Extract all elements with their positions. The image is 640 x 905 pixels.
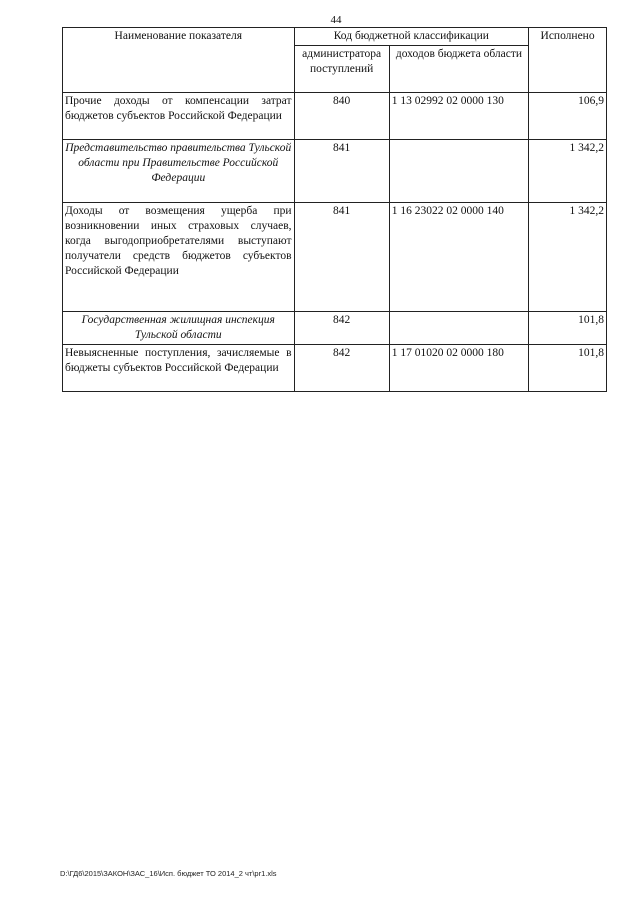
row-admin-code: 841 (294, 203, 389, 312)
header-administrator: администратора поступлений (294, 46, 389, 93)
budget-table (62, 27, 607, 392)
row-admin-code: 841 (294, 140, 389, 203)
row-admin-code: 842 (294, 345, 389, 392)
footer-file-path: D:\ГД6\2015\ЗАКОН\ЗАС_16\Исп. бюджет ТО 2014_2 чт\pr1.xls (60, 869, 277, 878)
page-number: 44 (330, 14, 342, 26)
row-value: 1 342,2 (529, 203, 607, 312)
header-name: Наименование показателя (63, 28, 295, 93)
row-value: 106,9 (529, 93, 607, 140)
row-income-code: 1 13 02992 02 0000 130 (389, 93, 528, 140)
table-row (63, 203, 607, 312)
row-name: Прочие доходы от компенсации затрат бюджетов субъектов Российской Федерации (63, 93, 295, 140)
row-name: Государственная жилищная инспекция Тульской области (63, 312, 295, 345)
row-income-code (389, 140, 528, 203)
table-row (63, 140, 607, 203)
table-row (63, 345, 607, 392)
header-row-1 (63, 28, 607, 46)
row-value: 101,8 (529, 345, 607, 392)
row-name: Доходы от возмещения ущерба при возникновении иных страховых случаев, когда выгодоприобретателями выступают получатели средств бюджетов субъектов Российской Федерации (63, 203, 295, 312)
row-value: 101,8 (529, 312, 607, 345)
header-executed: Исполнено (529, 28, 607, 93)
header-income: доходов бюджета области (389, 46, 528, 93)
row-income-code: 1 17 01020 02 0000 180 (389, 345, 528, 392)
table-row (63, 93, 607, 140)
row-admin-code: 840 (294, 93, 389, 140)
row-value: 1 342,2 (529, 140, 607, 203)
header-code-group: Код бюджетной классификации (294, 28, 529, 46)
row-income-code: 1 16 23022 02 0000 140 (389, 203, 528, 312)
row-name: Невыясненные поступления, зачисляемые в бюджеты субъектов Российской Федерации (63, 345, 295, 392)
row-income-code (389, 312, 528, 345)
table-row (63, 312, 607, 345)
row-name: Представительство правительства Тульской области при Правительстве Российской Федерации (63, 140, 295, 203)
row-admin-code: 842 (294, 312, 389, 345)
